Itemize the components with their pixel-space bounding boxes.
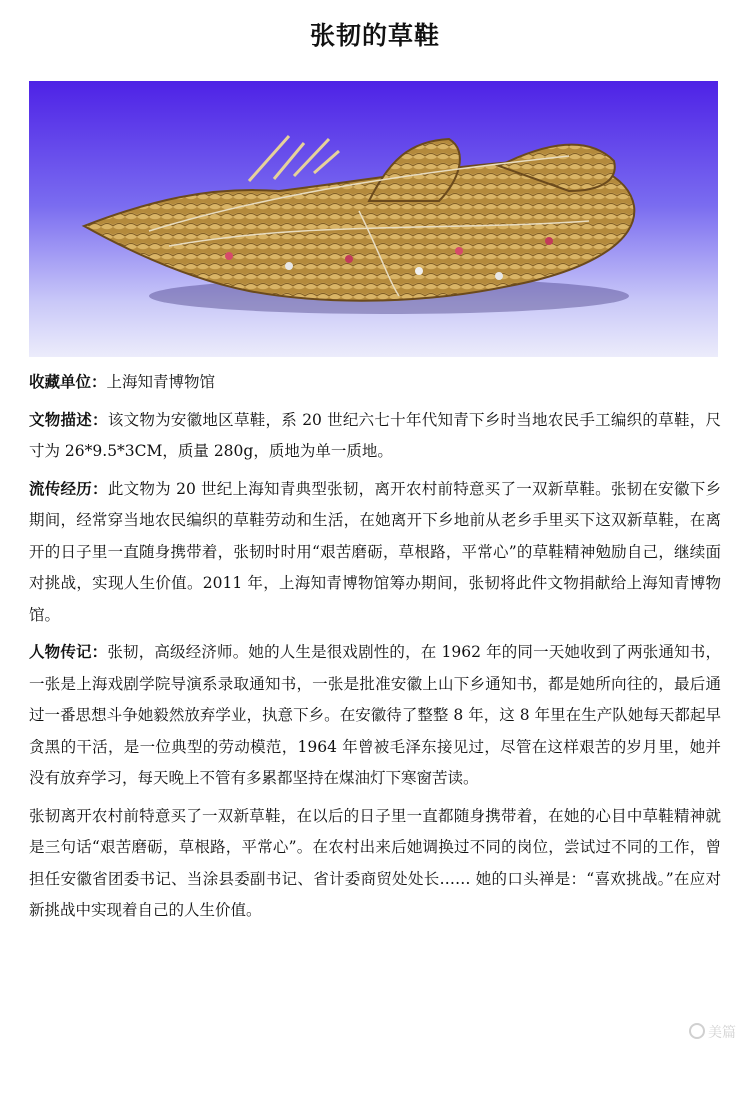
artifact-photo [29, 81, 718, 357]
straw-sandal-image [29, 81, 718, 357]
section-label: 人物传记： [29, 643, 108, 661]
paragraph-closing: 张韧离开农村前特意买了一双新草鞋，在以后的日子里一直都随身携带着，在她的心目中草鞋精神就是三句话“艰苦磨砺，草根路，平常心”。在农村出来后她调换过不同的岗位，尝试过不同的工作，曾担任安徽省团委书记、当涂县委副书记、省计委商贸处处长…… 她的口头禅是：“喜欢挑战。”在应对新挑战中实现着自己的人生价值。 [29, 806, 721, 919]
section-text: 此文物为 20 世纪上海知青典型张韧，离开农村前特意买了一双新草鞋。张韧在安徽下乡期间，经常穿当地农民编织的草鞋劳动和生活，在她离开下乡地前从老乡手里买下这双新草鞋，在离开的日子里一直随身携带着，张韧时时用“艰苦磨砺，草根路，平常心”的草鞋精神勉励自己，继续面对挑战，实现人生价值。2011 年，上海知青博物馆筹办期间，张韧将此件文物捐献给上海知青博物馆。 [29, 479, 721, 624]
paragraph-collection-unit [29, 367, 721, 399]
logo-icon [689, 1023, 705, 1039]
section-text: 该文物为安徽地区草鞋，系 20 世纪六七十年代知青下乡时当地农民手工编织的草鞋，尺寸为 26*9.5*3CM，质量 280g，质地为单一质地。 [29, 410, 721, 460]
watermark-text: 美篇 [708, 1025, 736, 1041]
section-label: 收藏单位： [29, 373, 107, 391]
paragraph-history [29, 474, 721, 632]
section-label: 文物描述： [29, 410, 108, 429]
watermark-logo [689, 1022, 736, 1042]
paragraph-biography [29, 637, 721, 795]
paragraph-description [29, 405, 721, 468]
section-text: 张韧，高级经济师。她的人生是很戏剧性的，在 1962 年的同一天她收到了两张通知书，一张是上海戏剧学院导演系录取通知书，一张是批准安徽上山下乡通知书，都是她所向往的，最后通过一番思想斗争她毅然放弃学业，执意下乡。在安徽待了整整 8 年，这 8 年里在生产队她每天都起早贪黑的干活，是一位典型的劳动模范，1964 年曾被毛泽东接见过，尽管在这样艰苦的岁月里，她并没有放弃学习，每天晚上不管有多累都坚持在煤油灯下寒窗苦读。 [29, 643, 721, 787]
section-text: 上海知青博物馆 [106, 373, 216, 391]
page-title: 张韧的草鞋 [309, 21, 440, 50]
section-label: 流传经历： [29, 479, 108, 498]
article-body [29, 367, 721, 933]
